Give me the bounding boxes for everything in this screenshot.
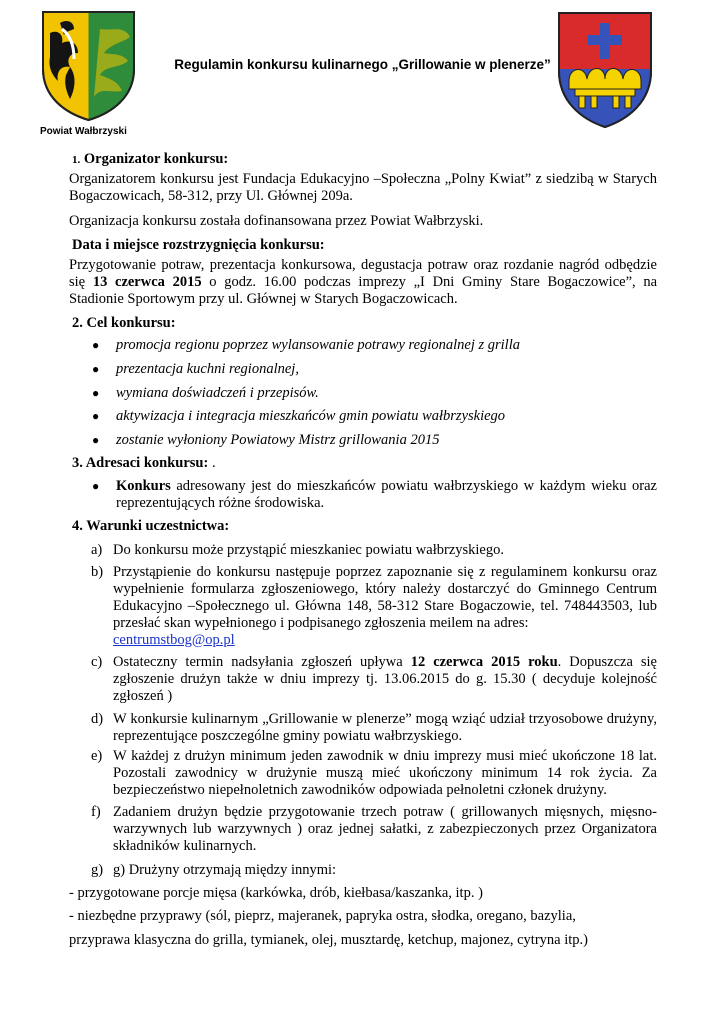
supply-item-2: - niezbędne przyprawy (sól, pieprz, majeranek, papryka ostra, słodka, oregano, bazylia,	[69, 908, 576, 924]
list-label-e: e)	[91, 748, 103, 764]
organizer-paragraph: Organizatorem konkursu jest Fundacja Edukacyjno –Społeczna „Polny Kwiat” z siedzibą w Starych Bogaczowicach, 58-312, przy Ul. Głównej 209a.	[69, 171, 657, 204]
section-1-number: 1.	[72, 154, 81, 166]
list-label-a: a)	[91, 542, 103, 558]
section-4-heading: 4. Warunki uczestnictwa:	[72, 518, 230, 534]
condition-f: Zadaniem drużyn będzie przygotowanie trzech potraw ( grillowanych mięsnych, mięsno-warzywnych lub warzywnych ) oraz jednej sałatki, z zabezpieczonych przez Organizatora składników kulinarnych.	[113, 804, 657, 854]
section-3-title: 3. Adresaci konkursu:	[72, 455, 209, 471]
condition-b-text: Przystąpienie do konkursu następuje poprzez zapoznanie się z regulaminem konkursu oraz wypełnienie formularza zgłoszeniowego, który należy dostarczyć do Gminnego Centrum Edukacyjno –Społecznego ul. Główna 148, 58-312 Stare Bogaczowie, tel. 748443503, lub przesłać skan wypełnionego i podpisanego zgłoszenia meilem na adres:	[113, 564, 657, 631]
goal-item: prezentacja kuchni regionalnej,	[116, 361, 299, 377]
section-3-heading	[72, 455, 216, 472]
condition-e: W każdej z drużyn minimum jeden zawodnik w dniu imprezy musi mieć ukończone 18 lat. Pozostali zawodnicy w drużynie muszą mieć ukończony minimum 14 rok życia. Za bezpieczeństwo niepełnoletnich zawodników odpowiada pełnoletni członek drużyny.	[113, 748, 657, 798]
bullet: ●	[92, 479, 100, 493]
condition-c-space	[483, 654, 491, 670]
condition-c	[113, 654, 657, 705]
event-date: 13 czerwca 2015	[92, 274, 202, 290]
addressees-bold: Konkurs	[116, 478, 171, 494]
date-place-paragraph	[69, 257, 657, 308]
list-label-f: f)	[91, 804, 101, 820]
goal-item: promocja regionu poprzez wylansowanie potrawy regionalnej z grilla	[116, 337, 520, 353]
supply-item-1: - przygotowane porcje mięsa (karkówka, drób, kiełbasa/kaszanka, itp. )	[69, 885, 483, 901]
funding-paragraph: Organizacja konkursu została dofinansowana przez Powiat Wałbrzyski.	[69, 213, 484, 229]
goal-item: wymiana doświadczeń i przepisów.	[116, 385, 319, 401]
email-link[interactable]: centrumstbog@op.pl	[113, 632, 235, 648]
condition-c-text-a: Ostateczny termin nadsyłania zgłoszeń upływa	[113, 654, 411, 670]
section-2-heading: 2. Cel konkursu:	[72, 315, 176, 331]
goal-item: aktywizacja i integracja mieszkańców gmin powiatu wałbrzyskiego	[116, 408, 506, 424]
condition-d: W konkursie kulinarnym „Grillowanie w plenerze” mogą wziąć udział trzyosobowe drużyny, reprezentujące poszczególne gminy powiatu wałbrzyskiego.	[113, 711, 657, 744]
bullet: ●	[92, 386, 100, 400]
date-place-heading: Data i miejsce rozstrzygnięcia konkursu:	[72, 237, 325, 253]
supply-item-2-continued: przyprawa klasyczna do grilla, tymianek, olej, musztardę, ketchup, majonez, cytryna itp.)	[69, 932, 588, 948]
list-label-c: c)	[91, 654, 103, 670]
condition-g: g) Drużyny otrzymają między innymi:	[113, 862, 337, 878]
bullet: ●	[92, 409, 100, 423]
condition-b	[113, 564, 657, 649]
condition-a: Do konkursu może przystąpić mieszkaniec powiatu wałbrzyskiego.	[113, 542, 504, 558]
section-1-heading	[72, 151, 228, 169]
condition-c-text-b: . Dopuszcza się zgłoszenie drużyn także w dniu imprezy tj. 13.06.2015 do g. 15.30 ( decyduje kolejność zgłoszeń )	[113, 654, 657, 704]
addressees-paragraph	[116, 478, 657, 512]
crest-caption: Powiat Wałbrzyski	[40, 126, 127, 137]
list-label-d: d)	[91, 711, 104, 727]
bullet: ●	[92, 362, 100, 376]
section-3-trail: .	[208, 455, 216, 471]
goal-item: zostanie wyłoniony Powiatowy Mistrz grillowania 2015	[116, 432, 440, 448]
list-label-g: g)	[91, 862, 104, 878]
deadline-year: 2015 roku	[491, 654, 558, 670]
list-label-b: b)	[91, 564, 104, 580]
bullet: ●	[92, 433, 100, 447]
deadline-date: 12 czerwca	[410, 654, 484, 670]
addressees-text: adresowany jest do mieszkańców powiatu wałbrzyskiego w każdym wieku oraz reprezentujących różne środowiska.	[116, 478, 657, 511]
date-place-text-b: o godz. 16.00 podczas imprezy „I Dni Gminy Stare Bogaczowice”, na Stadionie Sportowym przy ul. Głównej w Starych Bogaczowicach.	[69, 274, 658, 307]
bullet: ●	[92, 338, 100, 352]
section-1-title: Organizator konkursu:	[83, 151, 229, 167]
date-place-text-a: Przygotowanie potraw, prezentacja konkursowa, degustacja potraw oraz rozdanie nagród odbędzie się	[69, 257, 657, 290]
document-title: Regulamin konkursu kulinarnego „Grillowanie w plenerze”	[174, 57, 551, 72]
